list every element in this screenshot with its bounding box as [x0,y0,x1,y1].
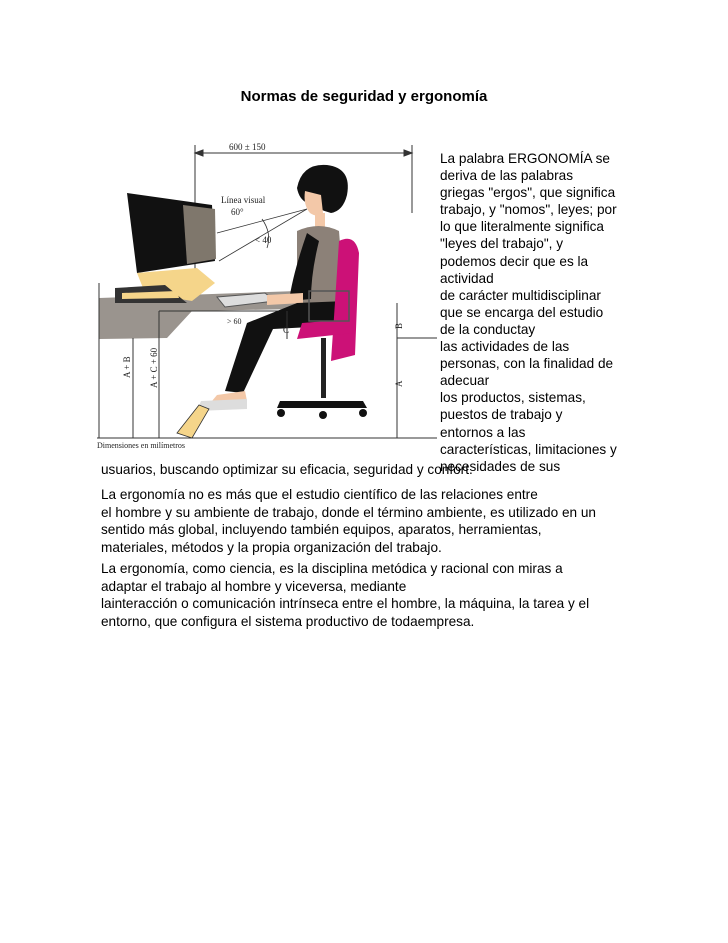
text-line: características, limitaciones y [440,441,617,457]
text-line: actividad [440,270,494,286]
text-line: los productos, sistemas, [440,390,586,406]
text-line: entorno, que configura el sistema productivo de todaempresa. [101,613,475,629]
text-line: el hombre y su ambiente de trabajo, donde el término ambiente, es utilizado en un [101,504,596,520]
text-line: "leyes del trabajo", y [440,236,563,252]
text-line: de la conductay [440,321,536,337]
text-line: puestos de trabajo y [440,407,563,423]
text-line: podemos decir que es la [440,253,589,269]
page-title: Normas de seguridad y ergonomía [240,88,488,105]
text-line: las actividades de las [440,339,570,355]
text-line: personas, con la finalidad de [440,356,614,372]
text-line: lo que literalmente significa [440,219,604,235]
dim-60-label: > 60 [227,317,242,326]
text-line: sentido más global, incluyendo también equipos, aparatos, herramientas, [101,522,542,538]
label-a: A [394,380,404,387]
text-line: necesidades de sus [440,458,561,474]
linea-visual-label: Línea visual [221,195,266,205]
label-a-plus-b: A + B [122,356,132,378]
monitor [115,193,216,303]
text-line: La palabra ERGONOMÍA se [440,151,610,166]
paragraph-science [101,560,661,630]
text-line: materiales, métodos y la propia organización del trabajo. [101,539,442,555]
text-line: La ergonomía, como ciencia, es la disciplina metódica y racional con miras a [101,561,563,576]
seated-person [197,165,349,411]
text-line: entornos a las [440,424,526,440]
text-line: deriva de las palabras [440,168,573,184]
label-a-c-60: A + C + 60 [149,347,159,388]
angle-60-label: 60° [231,207,244,217]
dim-top-label: 600 ± 150 [229,142,266,152]
text-line: de carácter multidisciplinar [440,287,601,303]
angle-40-label: < 40 [255,235,272,245]
footrest [177,405,209,438]
paragraph-intro-end [101,461,661,479]
text-line: que se encarga del estudio [440,304,604,320]
text-line: adaptar el trabajo al hombre y viceversa, mediante [101,578,407,594]
text-line: lainteracción o comunicación intrínseca entre el hombre, la máquina, la tarea y el [101,596,590,612]
text-line: adecuar [440,373,490,389]
text-line: usuarios, buscando optimizar su eficacia, seguridad y confort. [101,462,473,477]
intro-side-text [440,150,640,475]
text-line: La ergonomía no es más que el estudio científico de las relaciones entre [101,487,538,502]
text-line: trabajo, y "nomos", leyes; por [440,202,617,218]
paragraph-definition [101,486,661,556]
text-line: griegas "ergos", que significa [440,185,616,201]
ergonomics-illustration [97,133,437,451]
label-b: B [394,322,404,329]
figure-caption: Dimensiones en milímetros [97,441,185,450]
label-c: C [283,325,290,335]
